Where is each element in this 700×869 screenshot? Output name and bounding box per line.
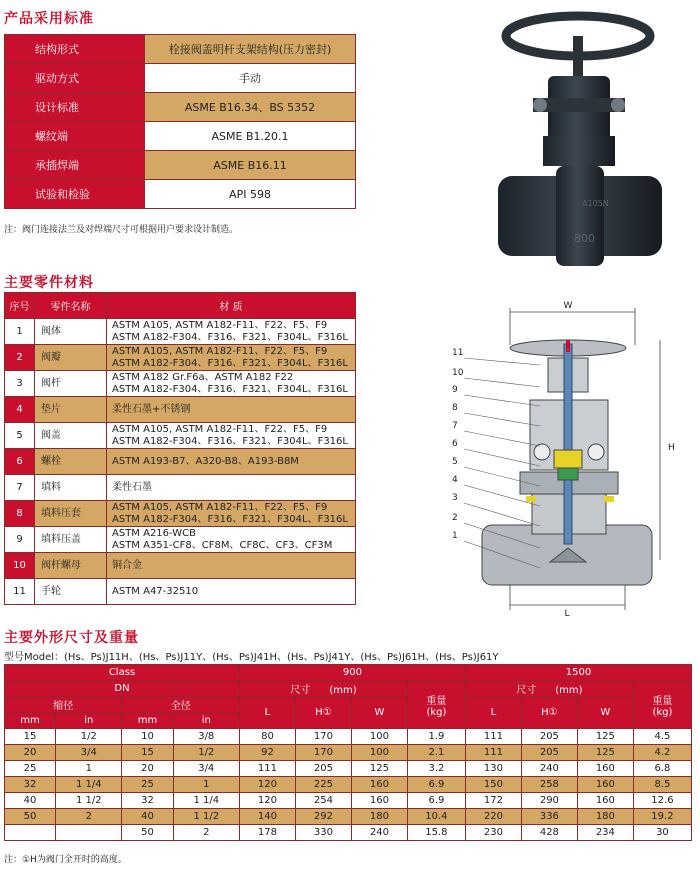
callout-leader — [464, 449, 540, 466]
dimensions-cell: 258 — [521, 777, 577, 793]
standards-row — [5, 180, 356, 209]
dimensions-cell: 330 — [295, 825, 351, 841]
dimensions-cell: 12.6 — [633, 793, 691, 809]
standards-row — [5, 151, 356, 180]
hdr-900: 900 — [239, 665, 465, 681]
dimensions-cell: 160 — [351, 793, 407, 809]
materials-row — [5, 371, 356, 397]
materials-row — [5, 423, 356, 449]
standards-key: 承插焊端 — [5, 151, 145, 180]
part-material: ASTM A105, ASTM A182-F11、F22、F5、F9 ASTM A182-F304、F316、F321、F304L、F316L — [107, 501, 356, 527]
dimensions-cell: 3/4 — [173, 761, 239, 777]
callout-leader — [464, 431, 540, 446]
dimensions-cell: 20 — [122, 761, 173, 777]
section-title-materials: 主要零件材料 — [4, 275, 94, 291]
dimensions-cell: 140 — [239, 809, 295, 825]
part-name: 阀瓣 — [35, 345, 107, 371]
dimensions-cell — [56, 825, 122, 841]
hdr-class: Class — [5, 665, 240, 681]
dimensions-cell: 178 — [239, 825, 295, 841]
materials-row — [5, 319, 356, 345]
dimensions-cell: 240 — [521, 761, 577, 777]
part-material: 铜合金 — [107, 553, 356, 579]
dimensions-cell: 100 — [351, 745, 407, 761]
dimensions-cell: 120 — [239, 777, 295, 793]
part-no: 5 — [5, 423, 35, 449]
materials-row — [5, 553, 356, 579]
dimensions-cell: 50 — [5, 809, 56, 825]
dimensions-cell: 428 — [521, 825, 577, 841]
dimensions-cell: 6.9 — [407, 777, 465, 793]
hdr-1500: 1500 — [465, 665, 691, 681]
dimensions-cell: 125 — [351, 761, 407, 777]
dimensions-cell: 8.5 — [633, 777, 691, 793]
label-w: W — [563, 301, 573, 311]
dimensions-cell: 50 — [122, 825, 173, 841]
dimensions-cell: 205 — [521, 745, 577, 761]
section-title-dimensions: 主要外形尺寸及重量 — [4, 630, 139, 646]
callout-leader — [464, 378, 540, 387]
callout-label: 4 — [452, 475, 458, 485]
callout-label: 2 — [452, 513, 458, 523]
dimensions-cell: 6.8 — [633, 761, 691, 777]
materials-table — [4, 292, 356, 605]
part-material: ASTM A105, ASTM A182-F11、F22、F5、F9 ASTM A182-F304、F316、F321、F304L、F316L — [107, 423, 356, 449]
dimensions-cell: 170 — [295, 745, 351, 761]
dimensions-cell: 172 — [465, 793, 521, 809]
dimensions-cell: 3/4 — [56, 745, 122, 761]
standards-key: 设计标准 — [5, 93, 145, 122]
dimensions-cell: 160 — [577, 777, 633, 793]
dimensions-cell: 230 — [465, 825, 521, 841]
part-no: 1 — [5, 319, 35, 345]
label-l: L — [564, 609, 570, 619]
dimensions-table: Class 900 1500 DN 尺寸 (mm) 重量 (kg) 尺寸 (mm) 重量 (kg) 缩径 全径 L H① W L H① W mm in mm in 15 1/2 10 3/8 80 170 100 1.9 111 205 125 4.5 20 3/4 15 1/2 92 170 100 2.1 111 205 125 4.2 25 1 20 3/4 111 205 125 3.2 130 240 160 6.8 32 1 1/4 25 1 120 225 160 6.9 150 258 160 8.5 40 1 1/2 32 1 1/4 120 254 160 6.9 172 290 160 12.6 50 2 40 1 1/2 140 292 180 10.4 220 336 180 19.2 50 2 178 330 240 15.8 230 428 234 30 — [4, 664, 692, 841]
part-material: ASTM A105, ASTM A182-F11、F22、F5、F9 ASTM A182-F304、F316、F321、F304L、F316L — [107, 345, 356, 371]
standards-key: 螺纹端 — [5, 122, 145, 151]
col-material: 材 质 — [107, 293, 356, 319]
dimensions-cell: 111 — [239, 761, 295, 777]
part-no: 9 — [5, 527, 35, 553]
dimensions-cell: 125 — [577, 745, 633, 761]
callout-label: 11 — [452, 348, 464, 358]
callout-label: 1 — [452, 531, 458, 541]
dimensions-cell: 180 — [577, 809, 633, 825]
dimensions-cell — [5, 825, 56, 841]
dimensions-cell: 32 — [5, 777, 56, 793]
dimensions-cell: 180 — [351, 809, 407, 825]
part-no: 3 — [5, 371, 35, 397]
part-name: 填料 — [35, 475, 107, 501]
dimensions-cell: 25 — [122, 777, 173, 793]
dimensions-cell: 1 1/4 — [173, 793, 239, 809]
materials-row — [5, 475, 356, 501]
dimensions-cell: 3.2 — [407, 761, 465, 777]
callout-label: 10 — [452, 368, 464, 378]
dimensions-cell: 336 — [521, 809, 577, 825]
dimensions-cell: 2.1 — [407, 745, 465, 761]
hdr-dn: DN — [5, 681, 240, 697]
materials-row — [5, 501, 356, 527]
dimensions-cell: 150 — [465, 777, 521, 793]
dimensions-cell: 2 — [56, 809, 122, 825]
callout-leader — [464, 395, 540, 406]
dimensions-cell: 15 — [5, 729, 56, 745]
callout-label: 3 — [452, 493, 458, 503]
standards-key: 驱动方式 — [5, 64, 145, 93]
dimensions-cell: 10.4 — [407, 809, 465, 825]
dimensions-cell: 10 — [122, 729, 173, 745]
standards-value: ASME B16.11 — [145, 151, 356, 180]
dimensions-cell: 1.9 — [407, 729, 465, 745]
part-no: 7 — [5, 475, 35, 501]
callout-label: 9 — [452, 385, 458, 395]
dimensions-cell: 205 — [521, 729, 577, 745]
part-no: 4 — [5, 397, 35, 423]
standards-row — [5, 93, 356, 122]
callout-label: 5 — [452, 457, 458, 467]
dimensions-cell: 160 — [577, 761, 633, 777]
materials-row — [5, 449, 356, 475]
dimensions-row — [5, 777, 692, 793]
standards-value: ASME B1.20.1 — [145, 122, 356, 151]
dimensions-cell: 1 — [56, 761, 122, 777]
dimensions-row — [5, 761, 692, 777]
part-name: 填料压套 — [35, 501, 107, 527]
dimensions-cell: 292 — [295, 809, 351, 825]
dimensions-cell: 254 — [295, 793, 351, 809]
dimensions-cell: 15.8 — [407, 825, 465, 841]
dimensions-cell: 30 — [633, 825, 691, 841]
dimensions-cell: 290 — [521, 793, 577, 809]
standards-value: ASME B16.34、BS 5352 — [145, 93, 356, 122]
callout-leader — [464, 413, 540, 426]
callout-label: 8 — [452, 403, 458, 413]
callout-label: 7 — [452, 421, 458, 431]
materials-row — [5, 527, 356, 553]
label-h: H — [668, 443, 675, 453]
materials-row — [5, 579, 356, 605]
part-material: ASTM A47-32510 — [107, 579, 356, 605]
part-material: ASTM A216-WCB ASTM A351-CF8、CF8M、CF8C、CF3、CF3M — [107, 527, 356, 553]
dimensions-row — [5, 809, 692, 825]
part-material: 柔性石墨 — [107, 475, 356, 501]
part-material: 柔性石墨+不锈钢 — [107, 397, 356, 423]
part-name: 填料压盖 — [35, 527, 107, 553]
dimensions-cell: 25 — [5, 761, 56, 777]
part-name: 阀体 — [35, 319, 107, 345]
dimensions-cell: 111 — [465, 745, 521, 761]
dimensions-cell: 220 — [465, 809, 521, 825]
materials-row — [5, 345, 356, 371]
standards-key: 试验和检验 — [5, 180, 145, 209]
dimensions-cell: 40 — [5, 793, 56, 809]
dimensions-cell: 1 1/2 — [56, 793, 122, 809]
part-no: 11 — [5, 579, 35, 605]
standards-row — [5, 35, 356, 64]
model-line: 型号Model：(Hs、Ps)J11H、(Hs、Ps)J11Y、(Hs、Ps)J41H、(Hs、Ps)J41Y、(Hs、Ps)J61H、(Hs、Ps)J61Y — [4, 652, 499, 663]
dimensions-cell: 170 — [295, 729, 351, 745]
standards-key: 结构形式 — [5, 35, 145, 64]
dimensions-cell: 1 — [173, 777, 239, 793]
dimensions-cell: 125 — [577, 729, 633, 745]
dimensions-cell: 1 1/4 — [56, 777, 122, 793]
col-name: 零件名称 — [35, 293, 107, 319]
dimensions-cell: 100 — [351, 729, 407, 745]
dimensions-cell: 1/2 — [173, 745, 239, 761]
part-no: 8 — [5, 501, 35, 527]
standards-value: API 598 — [145, 180, 356, 209]
callout-leader — [464, 503, 540, 526]
dimensions-cell: 225 — [295, 777, 351, 793]
dimensions-cell: 4.2 — [633, 745, 691, 761]
dimensions-cell: 120 — [239, 793, 295, 809]
dimensions-cell: 4.5 — [633, 729, 691, 745]
dimensions-row — [5, 793, 692, 809]
dimensions-cell: 40 — [122, 809, 173, 825]
dimensions-cell: 20 — [5, 745, 56, 761]
photo-mark-material: A105N — [582, 199, 609, 208]
part-material: ASTM A182 Gr.F6a、ASTM A182 F22 ASTM A182-F304、F316、F321、F304L、F316L — [107, 371, 356, 397]
note-standards: 注：阀门连接法兰及对焊端尺寸可根据用户要求设计制造。 — [4, 225, 239, 235]
dimensions-cell: 1/2 — [56, 729, 122, 745]
dimensions-cell: 130 — [465, 761, 521, 777]
part-material: ASTM A193-B7、A320-B8、A193-B8M — [107, 449, 356, 475]
bonnet — [543, 136, 615, 166]
dimensions-cell: 205 — [295, 761, 351, 777]
dimensions-cell: 1 1/2 — [173, 809, 239, 825]
standards-row — [5, 122, 356, 151]
dimensions-cell: 160 — [351, 777, 407, 793]
dimensions-cell: 19.2 — [633, 809, 691, 825]
dimensions-cell: 234 — [577, 825, 633, 841]
dimensions-cell: 6.9 — [407, 793, 465, 809]
dimensions-cell: 15 — [122, 745, 173, 761]
part-name: 垫片 — [35, 397, 107, 423]
part-no: 10 — [5, 553, 35, 579]
standards-table — [4, 34, 356, 209]
part-name: 螺栓 — [35, 449, 107, 475]
standards-value: 手动 — [145, 64, 356, 93]
dimensions-cell: 32 — [122, 793, 173, 809]
dimensions-cell: 80 — [239, 729, 295, 745]
section-drawing — [440, 300, 700, 620]
dimensions-cell: 160 — [577, 793, 633, 809]
part-material: ASTM A105, ASTM A182-F11、F22、F5、F9 ASTM A182-F304、F316、F321、F304L、F316L — [107, 319, 356, 345]
drawing-stem — [564, 344, 572, 544]
standards-value: 栓接阀盖明杆支架结构(压力密封) — [145, 35, 356, 64]
materials-row — [5, 397, 356, 423]
photo-mark-rating: 800 — [574, 232, 595, 245]
part-name: 阀杆螺母 — [35, 553, 107, 579]
part-name: 手轮 — [35, 579, 107, 605]
part-no: 2 — [5, 345, 35, 371]
dimensions-cell: 92 — [239, 745, 295, 761]
note-height: 注：①H为阀门全开时的高度。 — [4, 855, 127, 865]
dimensions-cell: 3/8 — [173, 729, 239, 745]
dimensions-row — [5, 825, 692, 841]
dimensions-row — [5, 745, 692, 761]
dimensions-cell: 240 — [351, 825, 407, 841]
dimensions-cell: 2 — [173, 825, 239, 841]
part-name: 阀杆 — [35, 371, 107, 397]
callout-label: 6 — [452, 439, 458, 449]
valve-photo — [478, 6, 688, 276]
col-no: 序号 — [5, 293, 35, 319]
dimensions-row — [5, 729, 692, 745]
section-title-standards: 产品采用标准 — [4, 11, 94, 27]
part-no: 6 — [5, 449, 35, 475]
callout-leader — [464, 358, 540, 365]
part-name: 阀盖 — [35, 423, 107, 449]
dimensions-cell: 111 — [465, 729, 521, 745]
standards-row — [5, 64, 356, 93]
